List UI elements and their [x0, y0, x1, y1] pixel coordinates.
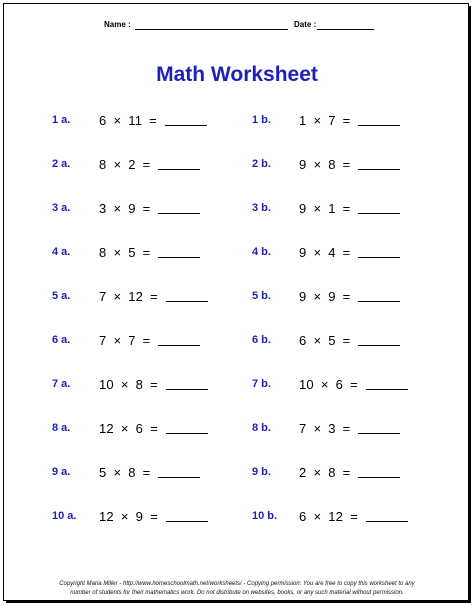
problem-label: 7 b.	[252, 378, 271, 390]
problem-item	[52, 333, 222, 351]
answer-blank[interactable]	[358, 213, 400, 214]
problem-item	[52, 201, 222, 219]
multiply-sign: ×	[113, 157, 122, 172]
problem-expression	[99, 245, 157, 260]
problem-expression	[299, 421, 357, 436]
multiply-sign: ×	[113, 113, 122, 128]
answer-blank[interactable]	[166, 433, 208, 434]
equals-sign: =	[142, 465, 151, 480]
problem-expression	[299, 465, 357, 480]
problem-item	[252, 333, 422, 351]
problem-expression	[299, 333, 357, 348]
operand-a: 10	[99, 377, 114, 392]
problem-item	[52, 245, 222, 263]
problem-label: 9 b.	[252, 466, 271, 478]
operand-b: 7	[128, 333, 136, 348]
multiply-sign: ×	[113, 465, 122, 480]
operand-b: 8	[135, 377, 144, 392]
problem-label: 4 b.	[252, 246, 271, 258]
operand-a: 10	[299, 377, 314, 392]
operand-a: 5	[99, 465, 107, 480]
operand-b: 3	[328, 421, 336, 436]
answer-blank[interactable]	[158, 257, 200, 258]
problem-item	[52, 465, 222, 483]
problem-label: 9 a.	[52, 466, 71, 478]
equals-sign: =	[142, 245, 151, 260]
problem-label: 10 a.	[52, 510, 77, 522]
problem-label: 8 a.	[52, 422, 71, 434]
answer-blank[interactable]	[166, 521, 208, 522]
multiply-sign: ×	[113, 289, 122, 304]
date-label: Date :	[294, 20, 317, 29]
equals-sign: =	[150, 377, 158, 392]
problem-expression	[299, 289, 357, 304]
answer-blank[interactable]	[166, 389, 208, 390]
multiply-sign: ×	[113, 201, 122, 216]
problem-item	[52, 157, 222, 175]
operand-b: 12	[128, 289, 144, 304]
operand-b: 11	[128, 113, 143, 128]
operand-a: 7	[99, 333, 107, 348]
answer-blank[interactable]	[158, 345, 200, 346]
answer-blank[interactable]	[165, 125, 207, 126]
page-shadow-bottom	[6, 601, 471, 603]
multiply-sign: ×	[313, 113, 322, 128]
multiply-sign: ×	[313, 245, 322, 260]
problem-label: 4 a.	[52, 246, 71, 258]
problem-item	[252, 465, 422, 483]
multiply-sign: ×	[120, 377, 129, 392]
problem-item	[252, 421, 422, 439]
answer-blank[interactable]	[158, 477, 200, 478]
equals-sign: =	[342, 201, 351, 216]
operand-a: 8	[99, 157, 107, 172]
problem-item	[252, 201, 422, 219]
equals-sign: =	[342, 333, 351, 348]
problem-item	[252, 289, 422, 307]
problem-item	[52, 421, 222, 439]
equals-sign: =	[150, 289, 158, 304]
problem-label: 10 b.	[252, 510, 278, 522]
problem-label: 5 a.	[52, 290, 71, 302]
problem-expression	[299, 509, 365, 524]
operand-a: 12	[99, 421, 114, 436]
equals-sign: =	[149, 113, 157, 128]
answer-blank[interactable]	[358, 433, 400, 434]
answer-blank[interactable]	[358, 257, 400, 258]
operand-a: 2	[299, 465, 307, 480]
equals-sign: =	[342, 245, 351, 260]
problem-label: 7 a.	[52, 378, 71, 390]
problem-item	[252, 509, 422, 527]
answer-blank[interactable]	[158, 213, 200, 214]
operand-a: 9	[299, 245, 307, 260]
problem-expression	[99, 421, 165, 436]
problem-item	[52, 289, 222, 307]
operand-b: 6	[335, 377, 344, 392]
problem-expression	[299, 201, 357, 216]
equals-sign: =	[350, 377, 358, 392]
answer-blank[interactable]	[366, 521, 408, 522]
worksheet-page	[3, 3, 469, 601]
problem-label: 2 b.	[252, 158, 271, 170]
answer-blank[interactable]	[358, 301, 400, 302]
problem-expression	[99, 157, 157, 172]
operand-a: 7	[99, 289, 107, 304]
problem-expression	[99, 113, 164, 128]
answer-blank[interactable]	[358, 169, 400, 170]
footer-line-2: number of students for their mathematics work. Do not distribute on websites, books, or any such material without permission.	[70, 590, 404, 596]
equals-sign: =	[142, 157, 151, 172]
problem-item	[252, 245, 422, 263]
operand-b: 5	[128, 245, 136, 260]
operand-a: 9	[299, 289, 307, 304]
problem-item	[252, 157, 422, 175]
equals-sign: =	[150, 509, 158, 524]
operand-b: 9	[328, 289, 336, 304]
problem-expression	[99, 333, 157, 348]
problem-item	[252, 113, 422, 131]
problem-label: 1 a.	[52, 114, 71, 126]
answer-blank[interactable]	[158, 169, 200, 170]
problem-expression	[99, 377, 165, 392]
operand-a: 1	[299, 113, 307, 128]
operand-a: 12	[99, 509, 114, 524]
multiply-sign: ×	[113, 245, 122, 260]
problem-expression	[99, 509, 165, 524]
operand-a: 3	[99, 201, 107, 216]
equals-sign: =	[342, 113, 351, 128]
multiply-sign: ×	[313, 289, 322, 304]
footer-line-1: Copyright Maria Miller - http://www.homeschoolmath.net/worksheets/ - Copying permission: You are free to copy this worksheet to any	[59, 581, 415, 587]
operand-a: 6	[299, 509, 307, 524]
operand-a: 8	[99, 245, 107, 260]
operand-b: 8	[328, 465, 336, 480]
operand-b: 1	[328, 201, 336, 216]
operand-b: 12	[328, 509, 344, 524]
operand-a: 6	[299, 333, 307, 348]
operand-a: 9	[299, 201, 307, 216]
equals-sign: =	[342, 157, 351, 172]
multiply-sign: ×	[313, 333, 322, 348]
problem-item	[52, 509, 222, 527]
problem-expression	[99, 201, 157, 216]
date-field-line	[317, 29, 374, 30]
worksheet-title: Math Worksheet	[156, 63, 318, 86]
answer-blank[interactable]	[358, 345, 400, 346]
equals-sign: =	[150, 421, 158, 436]
operand-b: 2	[128, 157, 136, 172]
problem-expression	[299, 157, 357, 172]
equals-sign: =	[142, 201, 151, 216]
multiply-sign: ×	[320, 377, 329, 392]
problem-expression	[99, 289, 165, 304]
problem-item	[252, 377, 422, 395]
problem-expression	[299, 113, 357, 128]
multiply-sign: ×	[313, 465, 322, 480]
problem-label: 1 b.	[252, 114, 271, 126]
multiply-sign: ×	[120, 421, 129, 436]
operand-b: 4	[328, 245, 336, 260]
problem-label: 6 a.	[52, 334, 71, 346]
problem-label: 8 b.	[252, 422, 271, 434]
multiply-sign: ×	[313, 509, 322, 524]
answer-blank[interactable]	[366, 389, 408, 390]
operand-b: 8	[128, 465, 136, 480]
problem-label: 3 b.	[252, 202, 271, 214]
operand-a: 9	[299, 157, 307, 172]
multiply-sign: ×	[313, 421, 322, 436]
operand-b: 8	[328, 157, 336, 172]
multiply-sign: ×	[313, 157, 322, 172]
name-label: Name :	[104, 20, 131, 29]
operand-b: 6	[135, 421, 144, 436]
equals-sign: =	[342, 421, 351, 436]
copyright-footer	[4, 580, 470, 598]
problem-label: 5 b.	[252, 290, 271, 302]
operand-a: 6	[99, 113, 107, 128]
problem-item	[52, 377, 222, 395]
answer-blank[interactable]	[358, 477, 400, 478]
problem-expression	[299, 245, 357, 260]
equals-sign: =	[142, 333, 151, 348]
problem-expression	[99, 465, 157, 480]
equals-sign: =	[342, 465, 351, 480]
answer-blank[interactable]	[166, 301, 208, 302]
problem-expression	[299, 377, 365, 392]
problem-label: 2 a.	[52, 158, 71, 170]
problem-label: 3 a.	[52, 202, 71, 214]
operand-b: 7	[328, 113, 336, 128]
name-field-line	[135, 29, 288, 30]
multiply-sign: ×	[113, 333, 122, 348]
multiply-sign: ×	[120, 509, 129, 524]
problem-item	[52, 113, 222, 131]
equals-sign: =	[350, 509, 358, 524]
problem-label: 6 b.	[252, 334, 271, 346]
operand-b: 9	[135, 509, 144, 524]
operand-b: 5	[328, 333, 336, 348]
equals-sign: =	[342, 289, 351, 304]
operand-b: 9	[128, 201, 136, 216]
page-shadow-right	[469, 6, 471, 603]
multiply-sign: ×	[313, 201, 322, 216]
answer-blank[interactable]	[358, 125, 400, 126]
operand-a: 7	[299, 421, 307, 436]
